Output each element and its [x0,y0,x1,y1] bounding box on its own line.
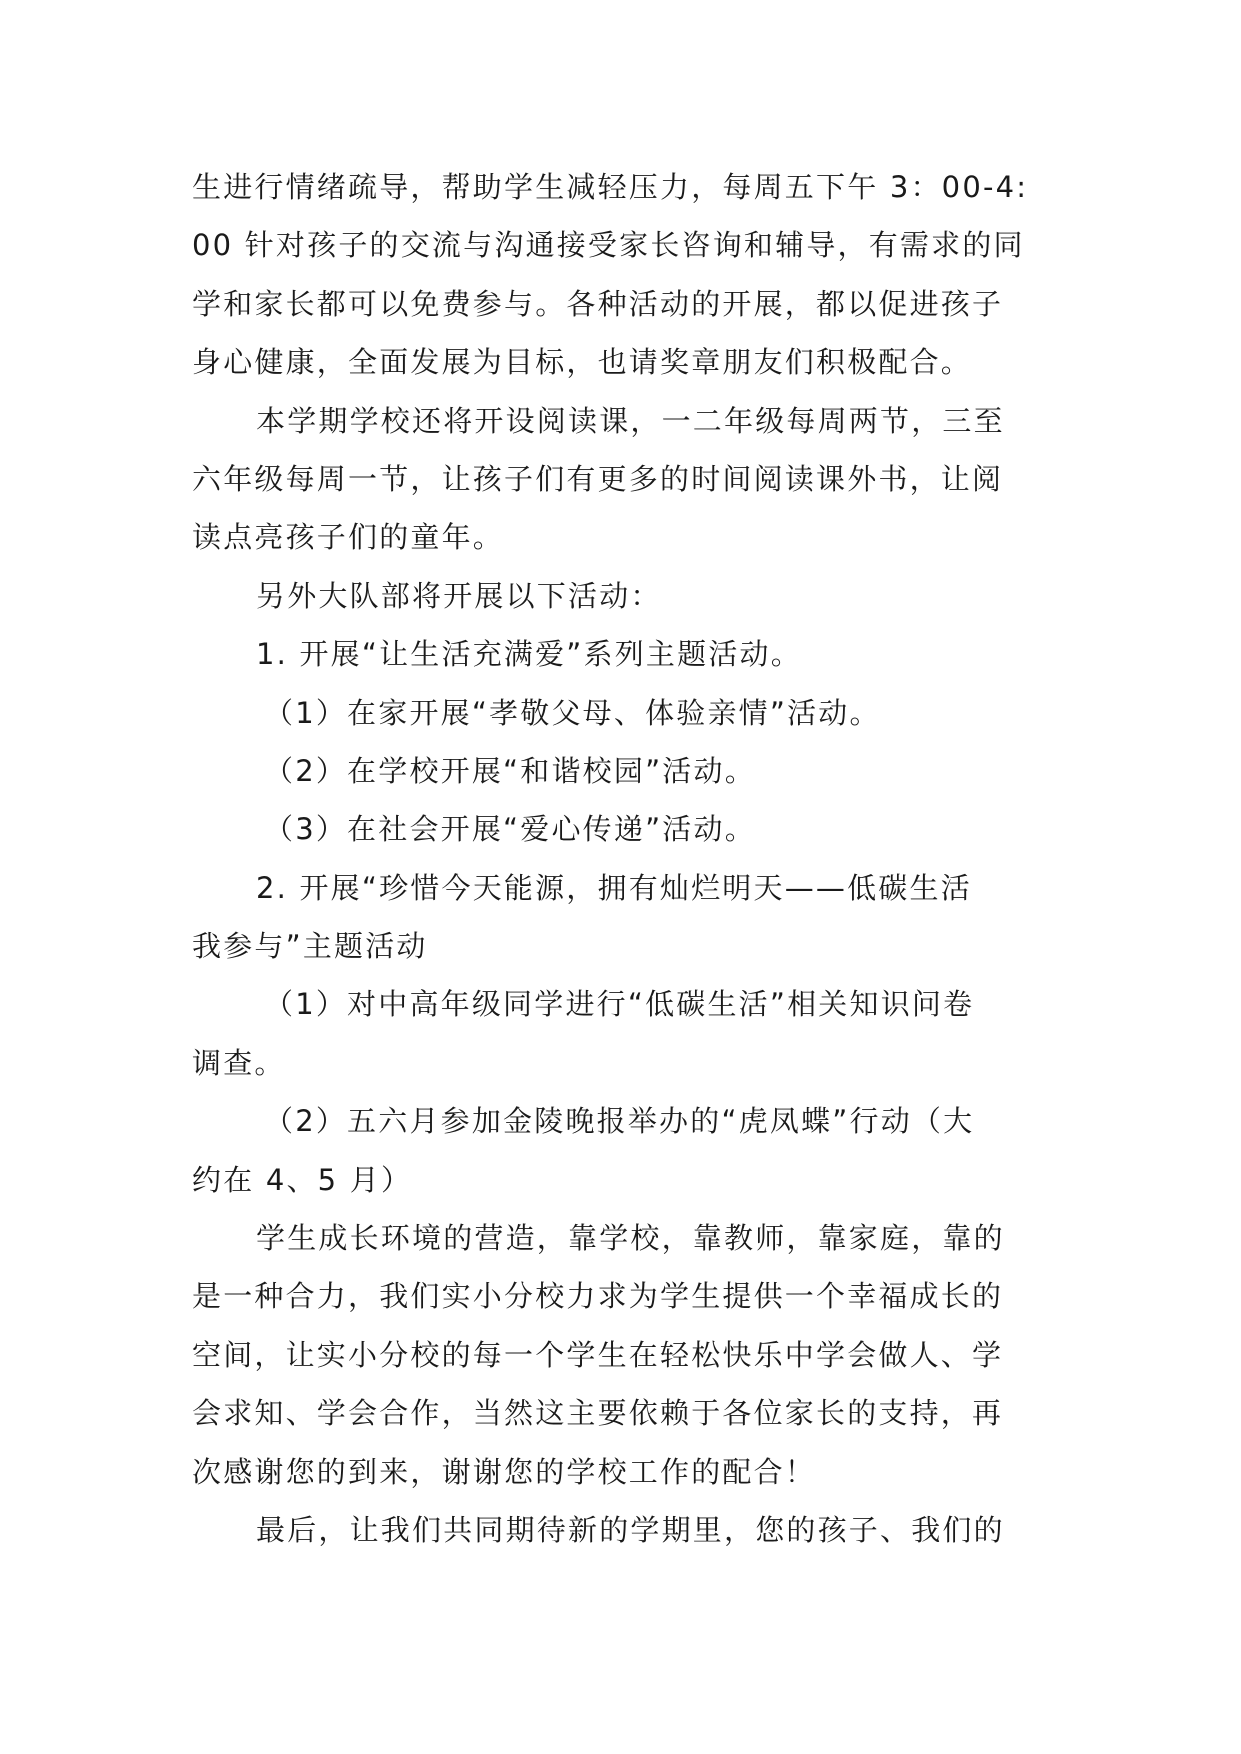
text-line: 空间，让实小分校的每一个学生在轻松快乐中学会做人、学 [192,1337,1004,1372]
paragraph-start-line: 学生成长环境的营造，靠学校，靠教师，靠家庭，靠的 [256,1221,1005,1256]
text-line: 我参与”主题活动 [192,929,428,964]
text-line: 学和家长都可以免费参与。各种活动的开展，都以促进孩子 [192,286,1004,321]
text-line: 生进行情绪疏导，帮助学生减轻压力，每周五下午 3：00-4: [192,170,1029,204]
paragraph-start-line: 另外大队部将开展以下活动： [256,578,662,613]
text-line: 是一种合力，我们实小分校力求为学生提供一个幸福成长的 [192,1279,1004,1314]
list-item-heading: 1. 开展“让生活充满爱”系列主题活动。 [256,637,802,672]
body-text [192,158,1052,1559]
list-subitem: （2）五六月参加金陵晚报举办的“虎凤蝶”行动（大 [264,1104,975,1139]
text-line: 身心健康，全面发展为目标，也请奖章朋友们积极配合。 [192,345,973,380]
text-line: 约在 4、5 月） [192,1162,413,1197]
text-line: 六年级每周一节，让孩子们有更多的时间阅读课外书，让阅 [192,461,1004,496]
list-subitem: （2）在学校开展“和谐校园”活动。 [264,753,756,788]
list-subitem: （1）在家开展“孝敬父母、体验亲情”活动。 [264,695,881,730]
list-subitem: （3）在社会开展“爱心传递”活动。 [264,812,756,847]
text-line: 会求知、学会合作，当然这主要依赖于各位家长的支持，再 [192,1396,1004,1431]
paragraph-start-line: 最后，让我们共同期待新的学期里，您的孩子、我们的 [256,1512,1005,1547]
text-line: 读点亮孩子们的童年。 [192,520,505,555]
text-line: 次感谢您的到来，谢谢您的学校工作的配合！ [192,1454,817,1489]
list-subitem: （1）对中高年级同学进行“低碳生活”相关知识问卷 [264,987,975,1022]
text-line: 00 针对孩子的交流与沟通接受家长咨询和辅导，有需求的同 [192,228,1025,263]
paragraph-start-line: 本学期学校还将开设阅读课，一二年级每周两节，三至 [256,403,1005,438]
text-line: 调查。 [192,1045,286,1080]
list-item-heading: 2. 开展“珍惜今天能源，拥有灿烂明天——低碳生活 [256,870,972,905]
